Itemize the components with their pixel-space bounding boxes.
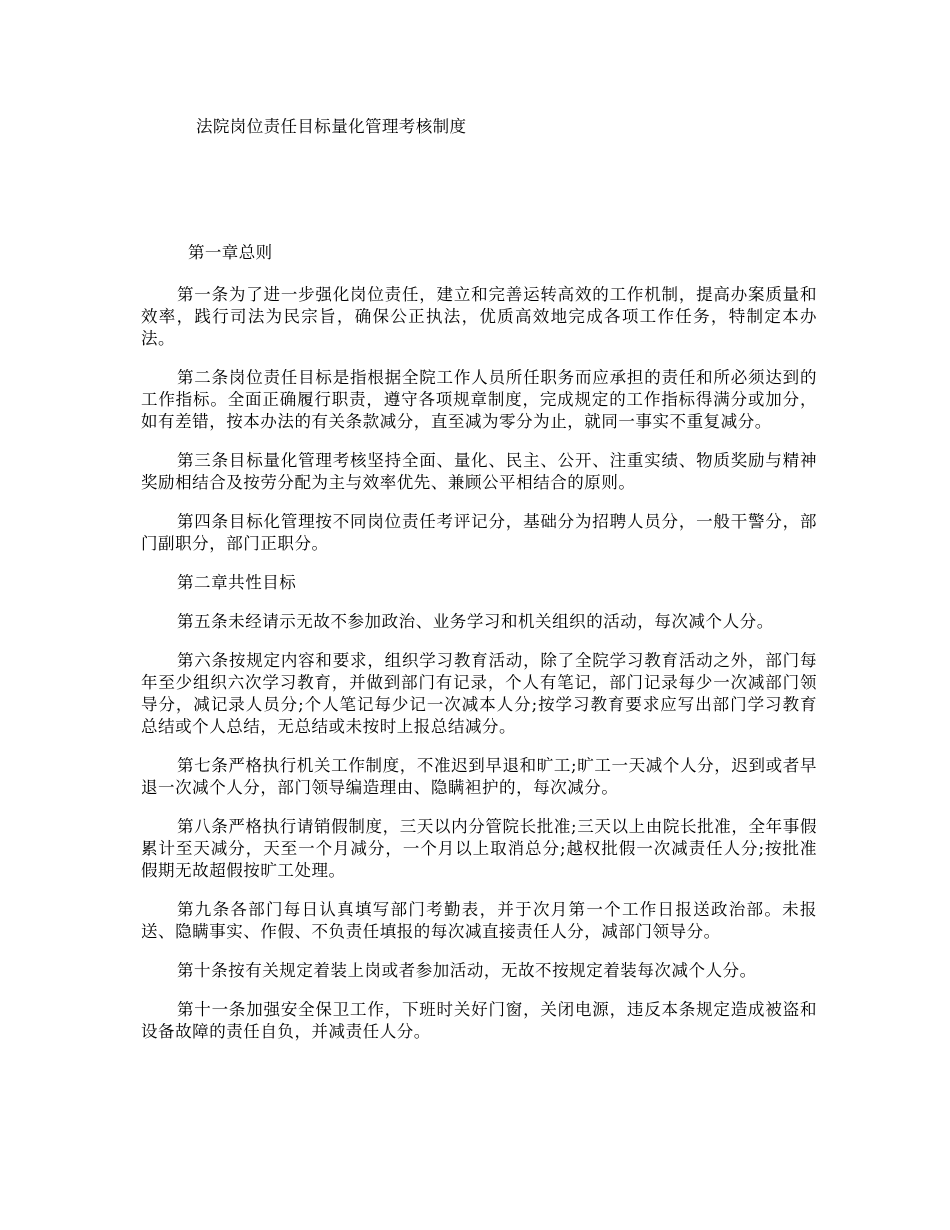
article-5: 第五条未经请示无故不参加政治、业务学习和机关组织的活动，每次减个人分。: [177, 612, 774, 631]
chapter-one-heading: 第一章总则: [188, 243, 273, 262]
article-8: 第八条严格执行请销假制度，三天以内分管院长批准;三天以上由院长批准，全年事假累计至天减分，天至一个月减分，一个月以上取消总分;越权批假一次减责任人分;按批准假期无故超假按旷工处理。: [141, 817, 817, 880]
article-10: 第十条按有关规定着装上岗或者参加活动，无故不按规定着装每次减个人分。: [177, 961, 757, 980]
article-11: 第十一条加强安全保卫工作，下班时关好门窗，关闭电源，违反本条规定造成被盗和设备故障的责任自负，并减责任人分。: [141, 1000, 817, 1041]
chapter-two-heading: 第二章共性目标: [177, 573, 297, 592]
document-title: 法院岗位责任目标量化管理考核制度: [196, 117, 467, 136]
article-6: 第六条按规定内容和要求，组织学习教育活动，除了全院学习教育活动之外，部门每年至少组织六次学习教育，并做到部门有记录，个人有笔记，部门记录每少一次减部门领导分，减记录人员分;个人笔记每少记一次减本人分;按学习教育要求应写出部门学习教育总结或个人总结，无总结或未按时上报总结减分。: [141, 651, 817, 736]
article-2: 第二条岗位责任目标是指根据全院工作人员所任职务而应承担的责任和所必须达到的工作指标。全面正确履行职责，遵守各项规章制度，完成规定的工作指标得满分或加分，如有差错，按本办法的有关条款减分，直至减为零分为止，就同一事实不重复减分。: [141, 368, 817, 431]
article-7: 第七条严格执行机关工作制度，不准迟到早退和旷工;旷工一天减个人分，迟到或者早退一次减个人分，部门领导编造理由、隐瞒袒护的，每次减分。: [141, 756, 817, 797]
article-4: 第四条目标化管理按不同岗位责任考评记分，基础分为招聘人员分，一般干警分，部门副职分，部门正职分。: [141, 512, 817, 553]
document-body: [141, 284, 817, 1060]
article-9: 第九条各部门每日认真填写部门考勤表，并于次月第一个工作日报送政治部。未报送、隐瞒事实、作假、不负责任填报的每次减直接责任人分，减部门领导分。: [141, 900, 817, 941]
article-3: 第三条目标量化管理考核坚持全面、量化、民主、公开、注重实绩、物质奖励与精神奖励相结合及按劳分配为主与效率优先、兼顾公平相结合的原则。: [141, 451, 817, 492]
article-1: 第一条为了进一步强化岗位责任，建立和完善运转高效的工作机制，提高办案质量和效率，践行司法为民宗旨，确保公正执法，优质高效地完成各项工作任务，特制定本办法。: [141, 285, 817, 348]
